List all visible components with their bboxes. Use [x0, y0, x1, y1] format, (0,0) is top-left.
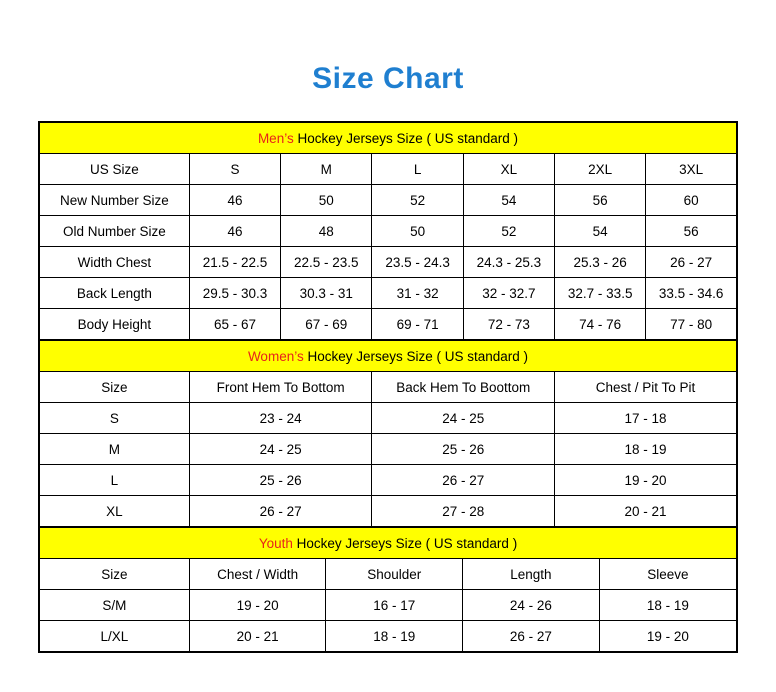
womens-row-2-val-1: 26 - 27	[372, 465, 555, 496]
mens-row-3-val-3: 32 - 32.7	[463, 278, 554, 309]
mens-col-6: 3XL	[646, 154, 737, 185]
womens-column-header-row	[40, 372, 737, 403]
youth-col-3: Length	[463, 559, 600, 590]
table-row	[40, 496, 737, 527]
womens-row-1-label: M	[40, 434, 190, 465]
mens-row-0-val-1: 50	[281, 185, 372, 216]
womens-row-3-val-2: 20 - 21	[555, 496, 737, 527]
womens-row-2-val-0: 25 - 26	[189, 465, 372, 496]
mens-row-0-label: New Number Size	[40, 185, 190, 216]
table-row	[40, 216, 737, 247]
womens-row-1-val-0: 24 - 25	[189, 434, 372, 465]
mens-col-3: L	[372, 154, 463, 185]
youth-row-1-val-2: 26 - 27	[463, 621, 600, 652]
mens-row-3-val-4: 32.7 - 33.5	[555, 278, 646, 309]
table-row	[40, 278, 737, 309]
mens-col-2: M	[281, 154, 372, 185]
mens-row-1-label: Old Number Size	[40, 216, 190, 247]
womens-row-0-val-0: 23 - 24	[189, 403, 372, 434]
mens-heading-accent: Men’s	[257, 130, 294, 146]
mens-heading-rest: Hockey Jerseys Size ( US standard )	[293, 130, 519, 146]
mens-col-5: 2XL	[555, 154, 646, 185]
mens-heading-cell	[40, 123, 737, 154]
womens-col-0: Size	[40, 372, 190, 403]
youth-size-table	[39, 527, 737, 652]
mens-row-0-val-2: 52	[372, 185, 463, 216]
table-row	[40, 621, 737, 652]
youth-row-0-val-3: 18 - 19	[599, 590, 736, 621]
womens-row-2-val-2: 19 - 20	[555, 465, 737, 496]
womens-row-3-val-1: 27 - 28	[372, 496, 555, 527]
womens-row-2-label: L	[40, 465, 190, 496]
table-row	[40, 247, 737, 278]
youth-row-0-val-2: 24 - 26	[463, 590, 600, 621]
youth-row-1-label: L/XL	[40, 621, 190, 652]
mens-row-4-val-2: 69 - 71	[372, 309, 463, 340]
mens-row-4-val-4: 74 - 76	[555, 309, 646, 340]
youth-row-1-val-0: 20 - 21	[189, 621, 326, 652]
table-row	[40, 590, 737, 621]
youth-row-1-val-3: 19 - 20	[599, 621, 736, 652]
table-row	[40, 465, 737, 496]
youth-heading-rest: Hockey Jerseys Size ( US standard )	[292, 535, 518, 551]
mens-row-2-val-3: 24.3 - 25.3	[463, 247, 554, 278]
mens-row-2-val-0: 21.5 - 22.5	[189, 247, 280, 278]
womens-size-table	[39, 340, 737, 527]
mens-row-0-val-5: 60	[646, 185, 737, 216]
youth-row-0-val-1: 16 - 17	[326, 590, 463, 621]
mens-row-4-val-0: 65 - 67	[189, 309, 280, 340]
youth-col-4: Sleeve	[599, 559, 736, 590]
mens-row-2-label: Width Chest	[40, 247, 190, 278]
mens-row-0-val-4: 56	[555, 185, 646, 216]
womens-row-1-val-1: 25 - 26	[372, 434, 555, 465]
womens-col-1: Front Hem To Bottom	[189, 372, 372, 403]
youth-section-heading	[40, 528, 737, 559]
mens-row-3-val-2: 31 - 32	[372, 278, 463, 309]
mens-row-1-val-4: 54	[555, 216, 646, 247]
womens-row-0-val-2: 17 - 18	[555, 403, 737, 434]
womens-heading-cell	[40, 341, 737, 372]
mens-column-header-row	[40, 154, 737, 185]
mens-row-1-val-1: 48	[281, 216, 372, 247]
table-row	[40, 185, 737, 216]
mens-section-heading	[40, 123, 737, 154]
womens-heading-rest: Hockey Jerseys Size ( US standard )	[303, 348, 529, 364]
mens-col-4: XL	[463, 154, 554, 185]
youth-heading-accent: Youth	[258, 535, 293, 551]
womens-section-heading	[40, 341, 737, 372]
mens-row-1-val-5: 56	[646, 216, 737, 247]
youth-col-0: Size	[40, 559, 190, 590]
womens-row-0-label: S	[40, 403, 190, 434]
youth-row-0-label: S/M	[40, 590, 190, 621]
table-row	[40, 309, 737, 340]
mens-row-4-val-5: 77 - 80	[646, 309, 737, 340]
mens-row-2-val-5: 26 - 27	[646, 247, 737, 278]
womens-row-3-val-0: 26 - 27	[189, 496, 372, 527]
mens-row-0-val-3: 54	[463, 185, 554, 216]
mens-row-3-label: Back Length	[40, 278, 190, 309]
table-row	[40, 434, 737, 465]
womens-row-1-val-2: 18 - 19	[555, 434, 737, 465]
mens-col-0: US Size	[40, 154, 190, 185]
womens-row-0-val-1: 24 - 25	[372, 403, 555, 434]
mens-row-1-val-3: 52	[463, 216, 554, 247]
mens-size-table	[39, 122, 737, 340]
size-chart-container	[38, 121, 738, 653]
mens-row-4-val-1: 67 - 69	[281, 309, 372, 340]
mens-row-2-val-2: 23.5 - 24.3	[372, 247, 463, 278]
youth-col-1: Chest / Width	[189, 559, 326, 590]
youth-column-header-row	[40, 559, 737, 590]
mens-row-3-val-1: 30.3 - 31	[281, 278, 372, 309]
table-row	[40, 403, 737, 434]
mens-row-3-val-5: 33.5 - 34.6	[646, 278, 737, 309]
mens-row-2-val-1: 22.5 - 23.5	[281, 247, 372, 278]
mens-row-0-val-0: 46	[189, 185, 280, 216]
mens-row-3-val-0: 29.5 - 30.3	[189, 278, 280, 309]
youth-heading-cell	[40, 528, 737, 559]
mens-row-1-val-0: 46	[189, 216, 280, 247]
page-title: Size Chart	[312, 62, 464, 95]
youth-row-0-val-0: 19 - 20	[189, 590, 326, 621]
womens-col-2: Back Hem To Boottom	[372, 372, 555, 403]
womens-row-3-label: XL	[40, 496, 190, 527]
mens-row-2-val-4: 25.3 - 26	[555, 247, 646, 278]
womens-heading-accent: Women’s	[247, 348, 304, 364]
mens-row-4-label: Body Height	[40, 309, 190, 340]
youth-col-2: Shoulder	[326, 559, 463, 590]
mens-col-1: S	[189, 154, 280, 185]
mens-row-4-val-3: 72 - 73	[463, 309, 554, 340]
youth-row-1-val-1: 18 - 19	[326, 621, 463, 652]
womens-col-3: Chest / Pit To Pit	[555, 372, 737, 403]
mens-row-1-val-2: 50	[372, 216, 463, 247]
